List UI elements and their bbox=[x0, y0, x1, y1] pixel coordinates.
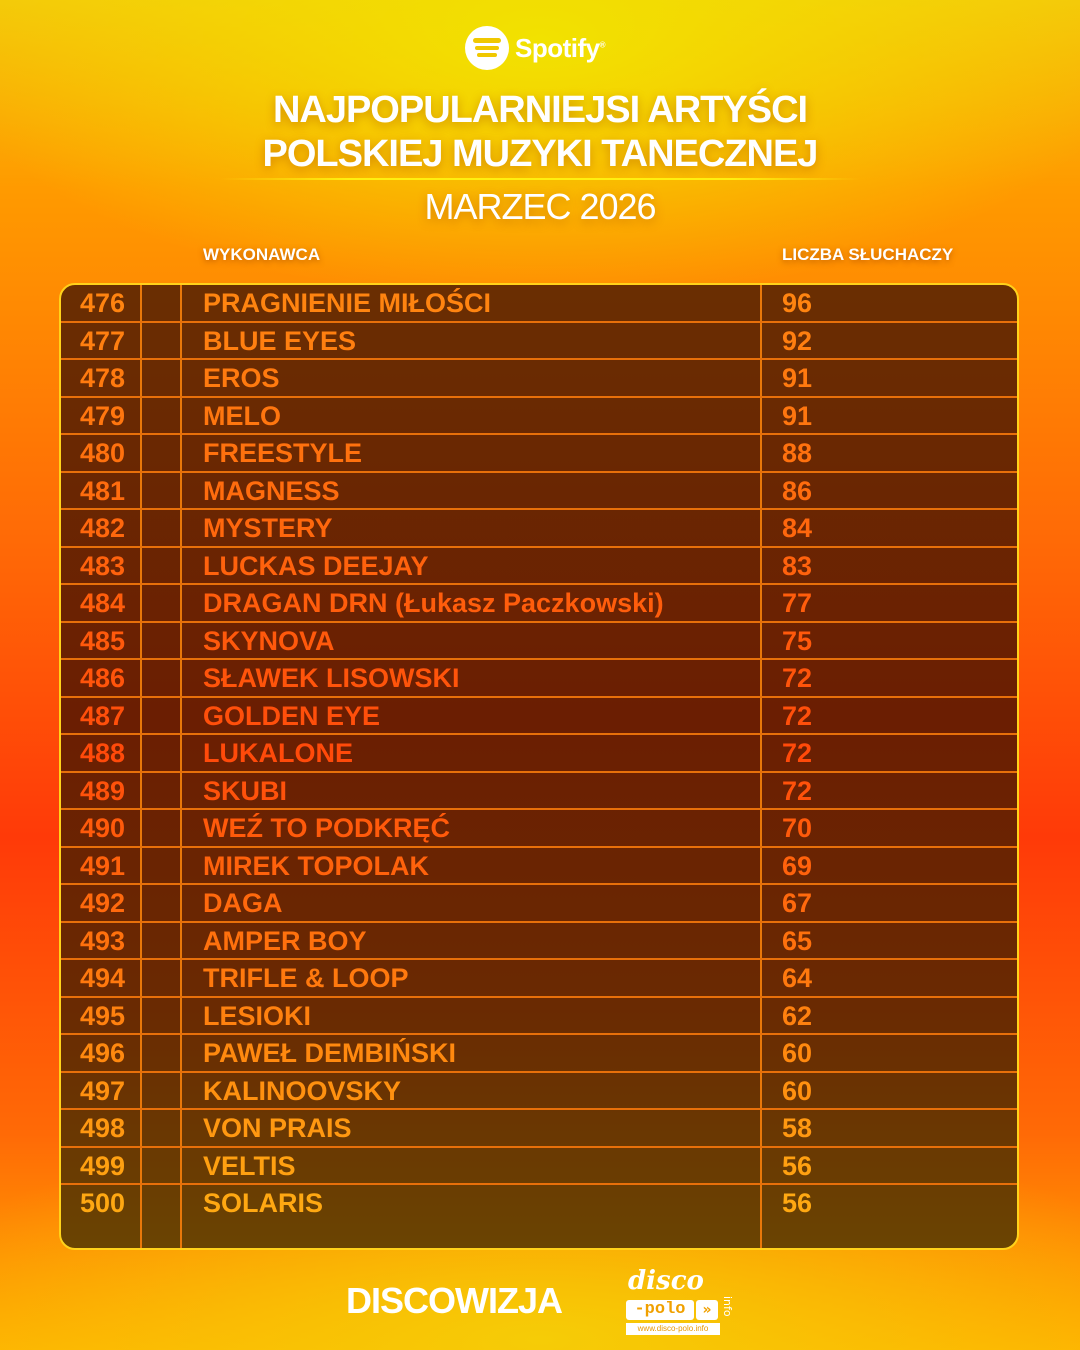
artist-cell: VELTIS bbox=[203, 1150, 296, 1181]
artist-cell: PRAGNIENIE MIŁOŚCI bbox=[203, 288, 492, 318]
artist-cell: KALINOOVSKY bbox=[203, 1075, 402, 1106]
listeners-cell: 60 bbox=[782, 1075, 813, 1106]
table-row bbox=[61, 1035, 1017, 1073]
column-header-listeners: LICZBA SŁUCHACZY bbox=[782, 245, 954, 264]
rank-cell: 482 bbox=[80, 513, 126, 543]
rank-cell: 476 bbox=[80, 288, 126, 318]
rank-cell: 497 bbox=[80, 1075, 126, 1106]
ranking-table bbox=[59, 283, 1019, 1250]
period-subtitle: MARZEC 2026 bbox=[424, 186, 656, 227]
listeners-cell: 56 bbox=[782, 1188, 813, 1218]
listeners-cell: 72 bbox=[782, 700, 813, 731]
listeners-cell: 70 bbox=[782, 813, 813, 843]
disco-polo-info-logo bbox=[624, 1266, 744, 1338]
artist-cell: MELO bbox=[203, 400, 281, 431]
table-row bbox=[61, 585, 1017, 623]
rank-cell: 494 bbox=[80, 963, 126, 993]
rank-cell: 493 bbox=[80, 925, 126, 956]
listeners-cell: 69 bbox=[782, 850, 813, 881]
table-row bbox=[61, 285, 1017, 323]
table-row bbox=[61, 698, 1017, 736]
listeners-cell: 83 bbox=[782, 550, 813, 581]
artist-cell: MAGNESS bbox=[203, 475, 340, 506]
artist-cell: GOLDEN EYE bbox=[203, 700, 381, 731]
listeners-cell: 72 bbox=[782, 775, 813, 806]
table-row bbox=[61, 360, 1017, 398]
listeners-cell: 62 bbox=[782, 1000, 813, 1031]
artist-cell: TRIFLE & LOOP bbox=[203, 963, 409, 993]
listeners-cell: 72 bbox=[782, 663, 813, 693]
artist-cell: DAGA bbox=[203, 888, 283, 918]
listeners-cell: 84 bbox=[782, 513, 813, 543]
listeners-cell: 91 bbox=[782, 400, 813, 431]
page-title bbox=[0, 88, 1080, 176]
table-row bbox=[61, 1073, 1017, 1111]
artist-cell: LUCKAS DEEJAY bbox=[203, 550, 429, 581]
artist-cell: SKYNOVA bbox=[203, 625, 335, 656]
logo-url: www.disco-polo.info bbox=[626, 1323, 720, 1335]
rank-cell: 487 bbox=[80, 700, 126, 731]
table-row bbox=[61, 510, 1017, 548]
logo-polo-text: -polo bbox=[626, 1300, 694, 1320]
rank-cell: 478 bbox=[80, 363, 126, 393]
artist-cell: SOLARIS bbox=[203, 1188, 324, 1218]
listeners-cell: 72 bbox=[782, 738, 813, 768]
rank-cell: 484 bbox=[80, 588, 126, 618]
rank-cell: 488 bbox=[80, 738, 126, 768]
table-row bbox=[61, 1110, 1017, 1148]
rank-cell: 479 bbox=[80, 400, 126, 431]
table-row bbox=[61, 998, 1017, 1036]
rank-cell: 500 bbox=[80, 1188, 126, 1218]
spotify-wordmark: Spotify® bbox=[515, 32, 606, 63]
listeners-cell: 96 bbox=[782, 288, 813, 318]
table-row bbox=[61, 623, 1017, 661]
artist-cell: BLUE EYES bbox=[203, 325, 357, 356]
table-row bbox=[61, 660, 1017, 698]
table-row bbox=[61, 398, 1017, 436]
artist-cell: LESIOKI bbox=[203, 1000, 312, 1031]
table-row bbox=[61, 773, 1017, 811]
rank-cell: 485 bbox=[80, 625, 126, 656]
listeners-cell: 88 bbox=[782, 438, 813, 468]
logo-disco-text: disco bbox=[628, 1266, 704, 1296]
artist-cell: WEŹ TO PODKRĘĆ bbox=[203, 813, 451, 843]
listeners-cell: 67 bbox=[782, 888, 813, 918]
table-row bbox=[61, 323, 1017, 361]
title-line-1: NAJPOPULARNIEJSI ARTYŚCI bbox=[272, 89, 808, 131]
artist-cell: EROS bbox=[203, 363, 280, 393]
rank-cell: 491 bbox=[80, 850, 126, 881]
fast-forward-icon: » bbox=[696, 1300, 718, 1320]
listeners-cell: 56 bbox=[782, 1150, 813, 1181]
column-header-artist: WYKONAWCA bbox=[203, 245, 321, 264]
rank-cell: 489 bbox=[80, 775, 126, 806]
artist-cell: PAWEŁ DEMBIŃSKI bbox=[203, 1038, 457, 1068]
rank-cell: 499 bbox=[80, 1150, 126, 1181]
rank-cell: 481 bbox=[80, 475, 126, 506]
artist-cell: SKUBI bbox=[203, 775, 288, 806]
table-row bbox=[61, 848, 1017, 886]
table-row bbox=[61, 1148, 1017, 1186]
listeners-cell: 75 bbox=[782, 625, 813, 656]
title-line-2: POLSKIEJ MUZYKI TANECZNEJ bbox=[262, 133, 818, 175]
rank-cell: 480 bbox=[80, 438, 126, 468]
table-row bbox=[61, 435, 1017, 473]
listeners-cell: 60 bbox=[782, 1038, 813, 1068]
listeners-cell: 58 bbox=[782, 1113, 813, 1143]
listeners-cell: 65 bbox=[782, 925, 813, 956]
artist-cell: LUKALONE bbox=[203, 738, 353, 768]
table-row bbox=[61, 473, 1017, 511]
rank-cell: 483 bbox=[80, 550, 126, 581]
table-row bbox=[61, 1185, 1017, 1223]
artist-cell: SŁAWEK LISOWSKI bbox=[203, 663, 460, 693]
rank-cell: 496 bbox=[80, 1038, 126, 1068]
listeners-cell: 92 bbox=[782, 325, 813, 356]
listeners-cell: 64 bbox=[782, 963, 813, 993]
discowizja-logo: DISCOWIZJA bbox=[346, 1280, 563, 1321]
artist-cell: VON PRAIS bbox=[203, 1113, 352, 1143]
listeners-cell: 86 bbox=[782, 475, 813, 506]
rank-cell: 492 bbox=[80, 888, 126, 918]
artist-cell: MYSTERY bbox=[203, 513, 333, 543]
title-divider bbox=[220, 178, 860, 180]
spotify-icon bbox=[465, 26, 509, 70]
table-row bbox=[61, 960, 1017, 998]
artist-cell: FREESTYLE bbox=[203, 438, 363, 468]
rank-cell: 495 bbox=[80, 1000, 126, 1031]
rank-cell: 486 bbox=[80, 663, 126, 693]
spotify-logo bbox=[465, 26, 605, 70]
artist-cell: MIREK TOPOLAK bbox=[203, 850, 430, 881]
table-row bbox=[61, 923, 1017, 961]
table-row bbox=[61, 735, 1017, 773]
logo-info-text: info bbox=[721, 1296, 734, 1317]
rank-cell: 490 bbox=[80, 813, 126, 843]
artist-cell: AMPER BOY bbox=[203, 925, 367, 956]
table-row bbox=[61, 548, 1017, 586]
rank-cell: 477 bbox=[80, 325, 126, 356]
table-row bbox=[61, 810, 1017, 848]
artist-cell: DRAGAN DRN (Łukasz Paczkowski) bbox=[203, 588, 664, 618]
table-row bbox=[61, 885, 1017, 923]
listeners-cell: 91 bbox=[782, 363, 813, 393]
rank-cell: 498 bbox=[80, 1113, 126, 1143]
listeners-cell: 77 bbox=[782, 588, 813, 618]
